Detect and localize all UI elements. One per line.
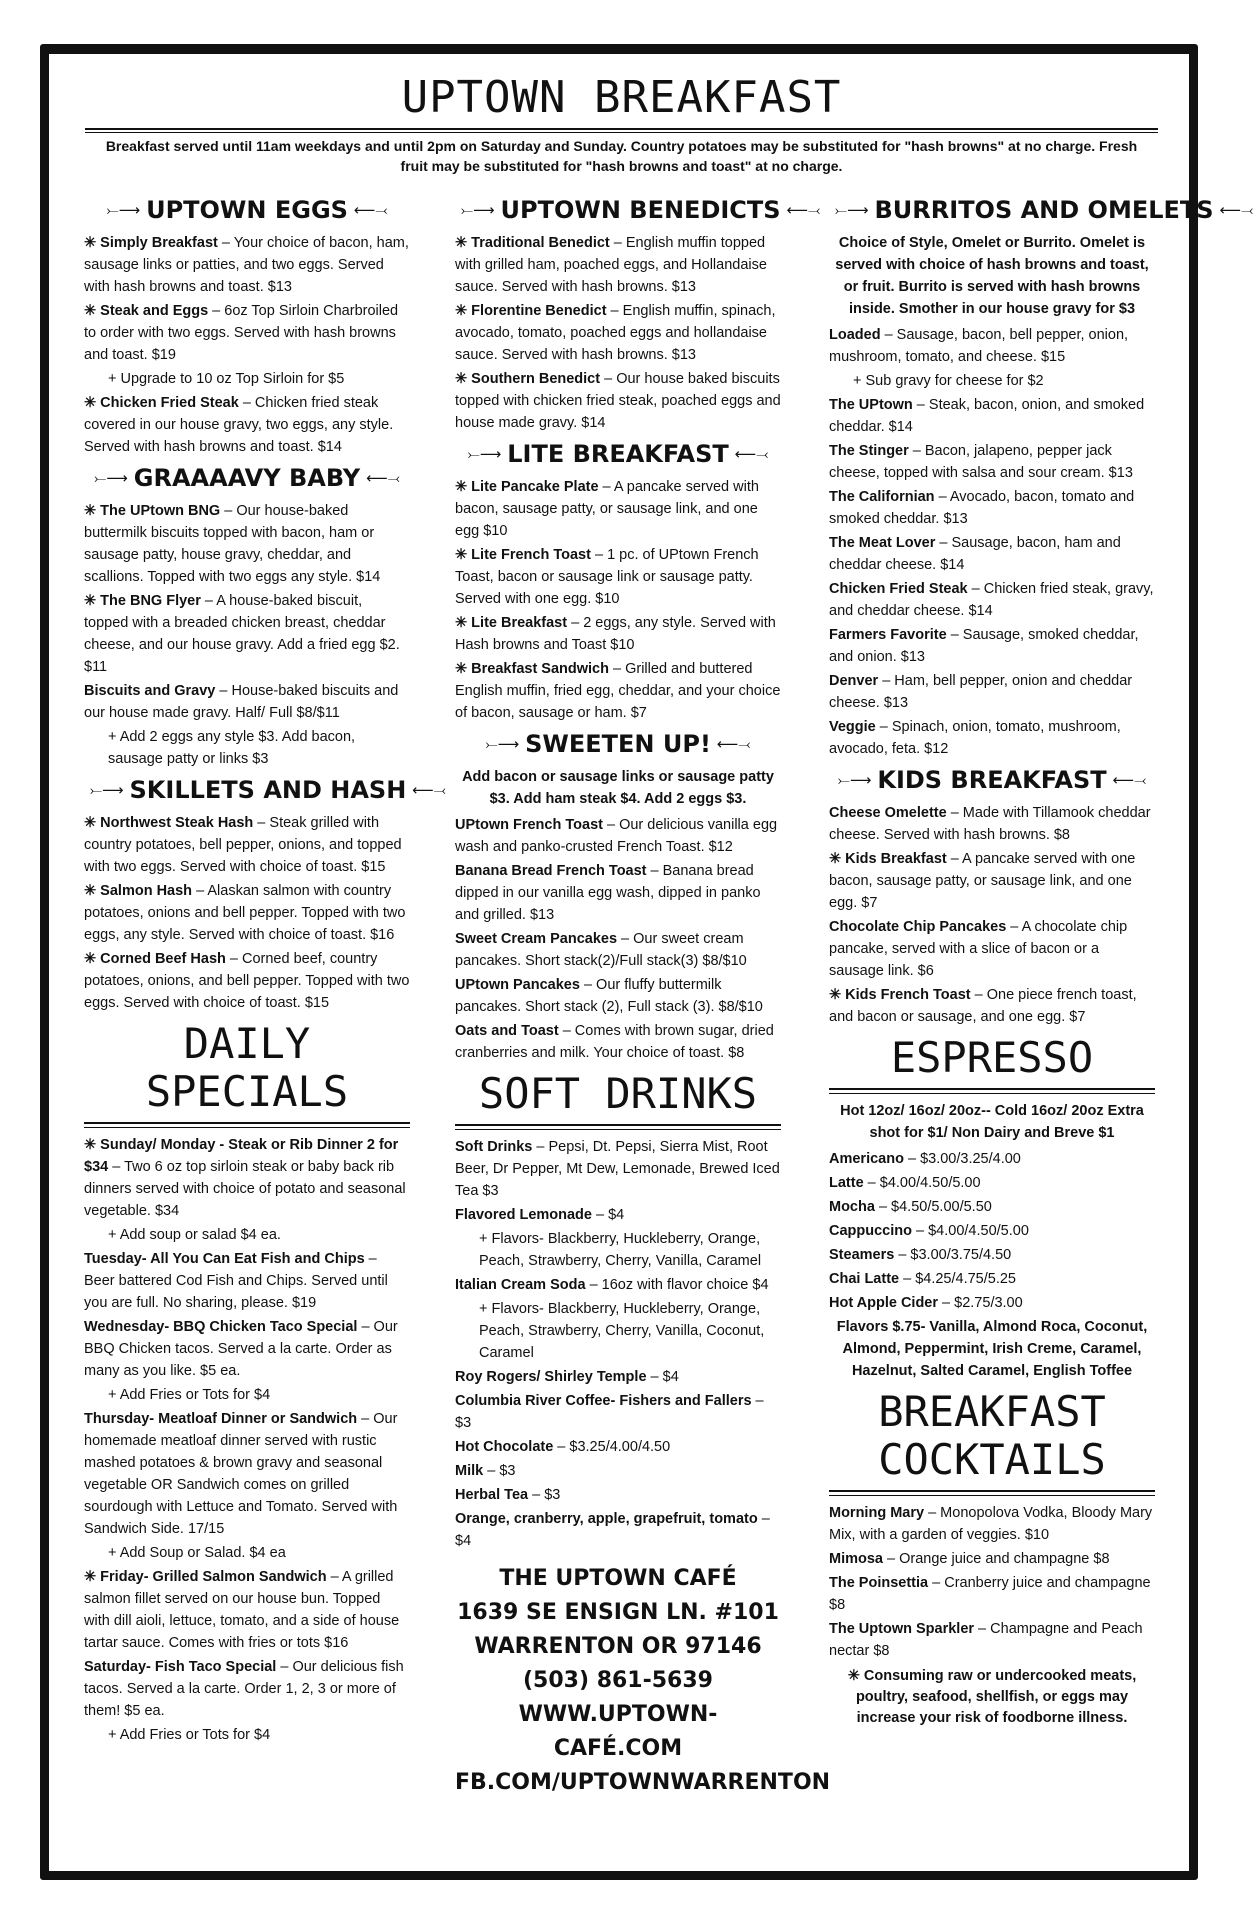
menu-item-addon: + Upgrade to 10 oz Top Sirloin for $5 bbox=[108, 371, 345, 387]
menu-item: The Uptown Sparkler – Champagne and Peach nectar $8 bbox=[829, 1621, 1143, 1659]
cafe-address-line-2: WARRENTON OR 97146 bbox=[474, 1634, 762, 1659]
menu-item-addon: + Add Fries or Tots for $4 bbox=[108, 1387, 271, 1403]
menu-item: Latte – $4.00/4.50/5.00 bbox=[829, 1175, 981, 1191]
section-note: Hot 12oz/ 16oz/ 20oz-- Cold 16oz/ 20oz Extra shot for $1/ Non Dairy and Breve $1 bbox=[840, 1103, 1144, 1141]
section-note: Add bacon or sausage links or sausage patty $3. Add ham steak $4. Add 2 eggs $3. bbox=[462, 769, 774, 807]
menu-item: Saturday- Fish Taco Special – Our delicious fish tacos. Served a la carte. Order 1, 2, 3 or more of them! $5 ea. bbox=[84, 1659, 404, 1719]
menu-item: Chocolate Chip Pancakes – A chocolate chip pancake, served with a slice of bacon or a sausage link. $6 bbox=[829, 919, 1128, 979]
menu-item: ✳ Friday- Grilled Salmon Sandwich – A grilled salmon fillet served on our house bun. Topped with dill aioli, lettuce, tomato, and a side of house tartar sauce. Comes with fries or tots $16 bbox=[84, 1569, 400, 1651]
menu-item: Italian Cream Soda – 16oz with flavor choice $4 bbox=[455, 1277, 769, 1293]
menu-item: Wednesday- BBQ Chicken Taco Special – Our BBQ Chicken tacos. Served a la carte. Order as many as you like. $5 ea. bbox=[84, 1319, 398, 1379]
page-title: UPTOWN BREAKFAST bbox=[401, 72, 842, 123]
menu-item: ✳ Sunday/ Monday - Steak or Rib Dinner 2 for $34 – Two 6 oz top sirloin steak or baby back rib dinners served with choice of potato and seasonal vegetable. $34 bbox=[84, 1137, 406, 1219]
menu-item: ✳ The BNG Flyer – A house-baked biscuit, topped with a breaded chicken breast, cheddar cheese, and our house gravy. Add a fried egg $2. $11 bbox=[84, 593, 400, 675]
menu-item: ✳ Southern Benedict – Our house baked biscuits topped with chicken fried steak, poached eggs and house made gravy. $14 bbox=[455, 371, 781, 431]
menu-item: Columbia River Coffee- Fishers and Fallers – $3 bbox=[455, 1393, 764, 1431]
section-heading-lite: ⤚⟶ LITE BREAKFAST ⟵⤙ bbox=[467, 440, 769, 468]
menu-item: Roy Rogers/ Shirley Temple – $4 bbox=[455, 1369, 679, 1385]
menu-item: Thursday- Meatloaf Dinner or Sandwich – Our homemade meatloaf dinner served with rustic mashed potatoes & brown gravy and seasonal vegetable OR Sandwich comes on grilled sourdough with Lettuce and Tomato. Served with Sandwich Side. 17/15 bbox=[84, 1411, 398, 1537]
menu-item: Hot Chocolate – $3.25/4.00/4.50 bbox=[455, 1439, 671, 1455]
cafe-name: THE UPTOWN CAFÉ bbox=[499, 1566, 737, 1591]
divider bbox=[829, 1088, 1155, 1094]
menu-item: The Stinger – Bacon, jalapeno, pepper jack cheese, topped with salsa and sour cream. $13 bbox=[829, 443, 1133, 481]
menu-item-addon: + Sub gravy for cheese for $2 bbox=[853, 373, 1044, 389]
menu-item: Cheese Omelette – Made with Tillamook cheddar cheese. Served with hash browns. $8 bbox=[829, 805, 1151, 843]
title-rule-top bbox=[85, 128, 1158, 130]
menu-item: Loaded – Sausage, bacon, bell pepper, onion, mushroom, tomato, and cheese. $15 bbox=[829, 327, 1129, 365]
menu-item: Farmers Favorite – Sausage, smoked cheddar, and onion. $13 bbox=[829, 627, 1139, 665]
menu-item: Banana Bread French Toast – Banana bread dipped in our vanilla egg wash, dipped in panko and grilled. $13 bbox=[455, 863, 761, 923]
menu-item: Tuesday- All You Can Eat Fish and Chips – Beer battered Cod Fish and Chips. Served until you are full. No sharing, please. $19 bbox=[84, 1251, 388, 1311]
section-heading-skillets: ⤚⟶ SKILLETS AND HASH ⟵⤙ bbox=[90, 776, 446, 804]
menu-item: Mocha – $4.50/5.00/5.50 bbox=[829, 1199, 992, 1215]
menu-item: Milk – $3 bbox=[455, 1463, 516, 1479]
menu-item: ✳ The UPtown BNG – Our house-baked buttermilk biscuits topped with bacon, ham or sausage patty, house gravy, cheddar, and scallions. Topped with two eggs any style. $14 bbox=[84, 503, 381, 585]
column-3 bbox=[829, 190, 1254, 1729]
divider bbox=[829, 1490, 1155, 1496]
section-heading-sweeten: ⤚⟶ SWEETEN UP! ⟵⤙ bbox=[485, 730, 751, 758]
section-heading-burritos: ⤚⟶ BURRITOS AND OMELETS ⟵⤙ bbox=[835, 196, 1254, 224]
menu-item: ✳ Kids Breakfast – A pancake served with one bacon, sausage patty, or sausage link, and one egg. $7 bbox=[829, 851, 1136, 911]
section-heading-kids: ⤚⟶ KIDS BREAKFAST ⟵⤙ bbox=[837, 766, 1147, 794]
intro-text: Breakfast served until 11am weekdays and until 2pm on Saturday and Sunday. Country potatoes may be substituted for "hash browns" at no charge. Fresh fruit may be substituted for "hash browns and toast" at no charge. bbox=[105, 138, 1138, 174]
menu-item: ✳ Lite Pancake Plate – A pancake served with bacon, sausage patty, or sausage link, and one egg $10 bbox=[455, 479, 759, 539]
divider bbox=[455, 1124, 781, 1130]
menu-item: ✳ Breakfast Sandwich – Grilled and buttered English muffin, fried egg, cheddar, and your choice of bacon, sausage or ham. $7 bbox=[455, 661, 781, 721]
menu-item: ✳ Chicken Fried Steak – Chicken fried steak covered in our house gravy, two eggs, any style. Served with hash browns and toast. $14 bbox=[84, 395, 394, 455]
section-heading-soft-drinks: SOFT DRINKS bbox=[478, 1069, 758, 1118]
menu-item: The UPtown – Steak, bacon, onion, and smoked cheddar. $14 bbox=[829, 397, 1145, 435]
menu-item-addon: + Add Soup or Salad. $4 ea bbox=[108, 1545, 286, 1561]
menu-item: ✳ Lite French Toast – 1 pc. of UPtown French Toast, bacon or sausage link or sausage patty. Served with one egg. $10 bbox=[455, 547, 759, 607]
menu-item: The Poinsettia – Cranberry juice and champagne $8 bbox=[829, 1575, 1151, 1613]
menu-item: Soft Drinks – Pepsi, Dt. Pepsi, Sierra Mist, Root Beer, Dr Pepper, Mt Dew, Lemonade, Brewed Iced Tea $3 bbox=[455, 1139, 780, 1199]
section-heading-benedicts: ⤚⟶ UPTOWN BENEDICTS ⟵⤙ bbox=[461, 196, 821, 224]
menu-item: ✳ Simply Breakfast – Your choice of bacon, ham, sausage links or patties, and two eggs. Served with hash browns and toast. $13 bbox=[84, 235, 409, 295]
menu-item: Chai Latte – $4.25/4.75/5.25 bbox=[829, 1271, 1016, 1287]
section-heading-espresso: ESPRESSO bbox=[890, 1033, 1094, 1082]
column-1 bbox=[84, 190, 446, 1748]
menu-item: Morning Mary – Monopolova Vodka, Bloody Mary Mix, with a garden of veggies. $10 bbox=[829, 1505, 1153, 1543]
menu-item-addon: + Add soup or salad $4 ea. bbox=[108, 1227, 281, 1243]
divider bbox=[84, 1122, 410, 1128]
menu-item: Steamers – $3.00/3.75/4.50 bbox=[829, 1247, 1012, 1263]
menu-item: Mimosa – Orange juice and champagne $8 bbox=[829, 1551, 1110, 1567]
menu-item-addon: + Add Fries or Tots for $4 bbox=[108, 1727, 271, 1743]
section-note: Choice of Style, Omelet or Burrito. Omelet is served with choice of hash browns and toast, or fruit. Burrito is served with hash browns inside. Smother in our house gravy for $3 bbox=[835, 235, 1149, 317]
menu-item: Orange, cranberry, apple, grapefruit, tomato – $4 bbox=[455, 1511, 770, 1549]
menu-item: ✳ Salmon Hash – Alaskan salmon with country potatoes, onions and bell pepper. Topped with two eggs, any style. Served with choice of toast. $16 bbox=[84, 883, 406, 943]
cafe-address-line-1: 1639 SE ENSIGN LN. #101 bbox=[457, 1600, 779, 1625]
menu-item: UPtown French Toast – Our delicious vanilla egg wash and panko-crusted French Toast. $12 bbox=[455, 817, 778, 855]
cafe-facebook: FB.COM/UPTOWNWARRENTON bbox=[455, 1770, 831, 1795]
menu-item: Oats and Toast – Comes with brown sugar, dried cranberries and milk. Your choice of toast. $8 bbox=[455, 1023, 774, 1061]
section-heading-daily-specials: DAILY SPECIALS bbox=[145, 1019, 349, 1116]
menu-item: ✳ Northwest Steak Hash – Steak grilled with country potatoes, bell pepper, onions, and topped with two eggs. Served with choice of toast. $15 bbox=[84, 815, 402, 875]
menu-item: UPtown Pancakes – Our fluffy buttermilk pancakes. Short stack (2), Full stack (3). $8/$10 bbox=[455, 977, 763, 1015]
menu-item: ✳ Traditional Benedict – English muffin topped with grilled ham, poached eggs, and Hollandaise sauce. Served with hash browns. $13 bbox=[455, 235, 767, 295]
menu-item: Herbal Tea – $3 bbox=[455, 1487, 561, 1503]
menu-item: ✳ Steak and Eggs – 6oz Top Sirloin Charbroiled to order with two eggs. Served with hash browns and toast. $19 bbox=[84, 303, 399, 363]
foodborne-warning: ✳ Consuming raw or undercooked meats, poultry, seafood, shellfish, or eggs may increase your risk of foodborne illness. bbox=[847, 1668, 1137, 1726]
menu-item: Sweet Cream Pancakes – Our sweet cream pancakes. Short stack(2)/Full stack(3) $8/$10 bbox=[455, 931, 747, 969]
menu-item: The Meat Lover – Sausage, bacon, ham and cheddar cheese. $14 bbox=[829, 535, 1121, 573]
menu-item: Americano – $3.00/3.25/4.00 bbox=[829, 1151, 1021, 1167]
menu-item-addon: + Flavors- Blackberry, Huckleberry, Orange, Peach, Strawberry, Cherry, Vanilla, Caramel bbox=[479, 1231, 762, 1269]
menu-item: Biscuits and Gravy – House-baked biscuits and our house made gravy. Half/ Full $8/$11 bbox=[84, 683, 399, 721]
flavors-note: Flavors $.75- Vanilla, Almond Roca, Coconut, Almond, Peppermint, Irish Creme, Caramel, Hazelnut, Salted Caramel, English Toffee bbox=[836, 1319, 1148, 1379]
menu-item-addon: + Flavors- Blackberry, Huckleberry, Orange, Peach, Strawberry, Cherry, Vanilla, Coconut, Caramel bbox=[479, 1301, 765, 1361]
title-rule-bottom bbox=[85, 132, 1158, 133]
menu-item: Chicken Fried Steak – Chicken fried steak, gravy, and cheddar cheese. $14 bbox=[829, 581, 1154, 619]
cafe-phone: (503) 861-5639 bbox=[523, 1668, 713, 1693]
section-heading-gravy: ⤚⟶ GRAAAAVY BABY ⟵⤙ bbox=[94, 464, 400, 492]
menu-item: Cappuccino – $4.00/4.50/5.00 bbox=[829, 1223, 1029, 1239]
menu-item: The Californian – Avocado, bacon, tomato and smoked cheddar. $13 bbox=[829, 489, 1135, 527]
menu-item: Denver – Ham, bell pepper, onion and cheddar cheese. $13 bbox=[829, 673, 1133, 711]
menu-item: ✳ Corned Beef Hash – Corned beef, country potatoes, onions, and bell pepper. Topped with two eggs. Served with choice of toast. $15 bbox=[84, 951, 410, 1011]
column-2 bbox=[455, 190, 831, 1800]
section-heading-breakfast-cocktails: BREAKFAST COCKTAILS bbox=[878, 1387, 1106, 1484]
menu-item: ✳ Lite Breakfast – 2 eggs, any style. Served with Hash browns and Toast $10 bbox=[455, 615, 776, 653]
menu-item: ✳ Kids French Toast – One piece french toast, and bacon or sausage, and one egg. $7 bbox=[829, 987, 1137, 1025]
menu-item: ✳ Florentine Benedict – English muffin, spinach, avocado, tomato, poached eggs and hollandaise sauce. Served with hash browns. $13 bbox=[455, 303, 776, 363]
menu-item-addon: + Add 2 eggs any style $3. Add bacon, sausage patty or links $3 bbox=[108, 729, 356, 767]
cafe-info bbox=[455, 1562, 831, 1800]
section-heading-uptown-eggs: ⤚⟶ UPTOWN EGGS ⟵⤙ bbox=[106, 196, 388, 224]
menu-item: Flavored Lemonade – $4 bbox=[455, 1207, 625, 1223]
cafe-website: WWW.UPTOWN-CAFÉ.COM bbox=[518, 1702, 718, 1761]
menu-item: Veggie – Spinach, onion, tomato, mushroom, avocado, feta. $12 bbox=[829, 719, 1121, 757]
menu-item: Hot Apple Cider – $2.75/3.00 bbox=[829, 1295, 1023, 1311]
